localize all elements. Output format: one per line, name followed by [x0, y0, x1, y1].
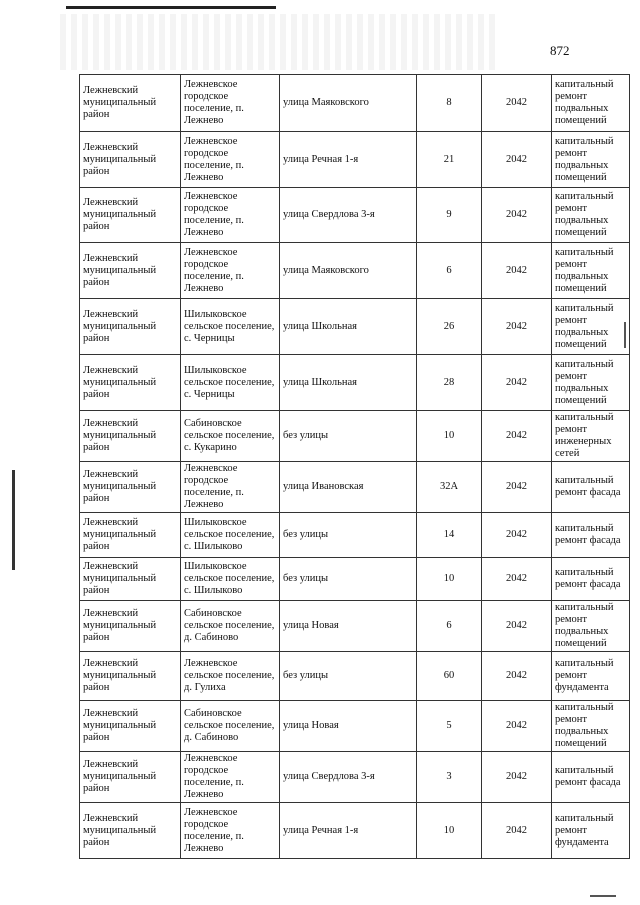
settlement-cell: Лежневское городское поселение, п. Лежнево — [181, 462, 280, 513]
district-cell: Лежневский муниципальный район — [80, 462, 181, 513]
house-number-cell: 5 — [417, 701, 482, 752]
settlement-cell: Лежневское городское поселение, п. Лежнево — [181, 132, 280, 188]
street-cell: улица Маяковского — [280, 75, 417, 132]
table-row — [80, 299, 630, 355]
street-cell: улица Новая — [280, 701, 417, 752]
page-number: 872 — [550, 43, 570, 58]
settlement-cell: Шилыковское сельское поселение, с. Черницы — [181, 299, 280, 355]
street-cell: улица Школьная — [280, 299, 417, 355]
year-cell: 2042 — [482, 411, 552, 462]
district-cell: Лежневский муниципальный район — [80, 188, 181, 243]
house-number-cell: 60 — [417, 652, 482, 701]
scan-artifact-top — [66, 6, 276, 9]
street-cell: улица Новая — [280, 601, 417, 652]
settlement-cell: Сабиновское сельское поселение, с. Кукарино — [181, 411, 280, 462]
year-cell: 2042 — [482, 652, 552, 701]
work-type-cell: капитальный ремонт подвальных помещений — [552, 355, 630, 411]
house-number-cell: 21 — [417, 132, 482, 188]
street-cell: улица Школьная — [280, 355, 417, 411]
work-type-cell: капитальный ремонт подвальных помещений — [552, 299, 630, 355]
year-cell: 2042 — [482, 462, 552, 513]
year-cell: 2042 — [482, 75, 552, 132]
street-cell: улица Ивановская — [280, 462, 417, 513]
table-row — [80, 513, 630, 558]
settlement-cell: Шилыковское сельское поселение, с. Черницы — [181, 355, 280, 411]
year-cell: 2042 — [482, 601, 552, 652]
house-number-cell: 6 — [417, 601, 482, 652]
table-row — [80, 355, 630, 411]
district-cell: Лежневский муниципальный район — [80, 299, 181, 355]
work-type-cell: капитальный ремонт фасада — [552, 513, 630, 558]
work-type-cell: капитальный ремонт подвальных помещений — [552, 243, 630, 299]
street-cell: улица Свердлова 3-я — [280, 752, 417, 803]
year-cell: 2042 — [482, 513, 552, 558]
settlement-cell: Лежневское городское поселение, п. Лежнево — [181, 803, 280, 859]
district-cell: Лежневский муниципальный район — [80, 355, 181, 411]
settlement-cell: Лежневское городское поселение, п. Лежнево — [181, 75, 280, 132]
settlement-cell: Сабиновское сельское поселение, д. Сабиново — [181, 601, 280, 652]
street-cell: без улицы — [280, 411, 417, 462]
district-cell: Лежневский муниципальный район — [80, 132, 181, 188]
table-row — [80, 132, 630, 188]
work-type-cell: капитальный ремонт подвальных помещений — [552, 132, 630, 188]
table-row — [80, 701, 630, 752]
work-type-cell: капитальный ремонт подвальных помещений — [552, 188, 630, 243]
house-number-cell: 6 — [417, 243, 482, 299]
street-cell: без улицы — [280, 513, 417, 558]
work-type-cell: капитальный ремонт фасада — [552, 558, 630, 601]
work-type-cell: капитальный ремонт подвальных помещений — [552, 601, 630, 652]
district-cell: Лежневский муниципальный район — [80, 558, 181, 601]
house-number-cell: 10 — [417, 558, 482, 601]
district-cell: Лежневский муниципальный район — [80, 752, 181, 803]
house-number-cell: 10 — [417, 803, 482, 859]
work-type-cell: капитальный ремонт подвальных помещений — [552, 75, 630, 132]
street-cell: улица Маяковского — [280, 243, 417, 299]
house-number-cell: 3 — [417, 752, 482, 803]
work-type-cell: капитальный ремонт фасада — [552, 462, 630, 513]
scan-artifact-bottom — [590, 895, 616, 897]
house-number-cell: 28 — [417, 355, 482, 411]
street-cell: улица Свердлова 3-я — [280, 188, 417, 243]
work-type-cell: капитальный ремонт фундамента — [552, 803, 630, 859]
house-number-cell: 10 — [417, 411, 482, 462]
table-row — [80, 188, 630, 243]
street-cell: улица Речная 1-я — [280, 132, 417, 188]
table-row — [80, 803, 630, 859]
district-cell: Лежневский муниципальный район — [80, 513, 181, 558]
settlement-cell: Сабиновское сельское поселение, д. Сабиново — [181, 701, 280, 752]
street-cell: без улицы — [280, 558, 417, 601]
table-row — [80, 752, 630, 803]
district-cell: Лежневский муниципальный район — [80, 601, 181, 652]
house-number-cell: 26 — [417, 299, 482, 355]
year-cell: 2042 — [482, 243, 552, 299]
program-table — [79, 74, 630, 859]
district-cell: Лежневский муниципальный район — [80, 803, 181, 859]
table-row — [80, 558, 630, 601]
table-row — [80, 652, 630, 701]
settlement-cell: Шилыковское сельское поселение, с. Шилыково — [181, 513, 280, 558]
district-cell: Лежневский муниципальный район — [80, 411, 181, 462]
scan-artifact-smudge — [60, 14, 500, 70]
table-row — [80, 601, 630, 652]
settlement-cell: Шилыковское сельское поселение, с. Шилыково — [181, 558, 280, 601]
table-row — [80, 243, 630, 299]
house-number-cell: 8 — [417, 75, 482, 132]
settlement-cell: Лежневское городское поселение, п. Лежнево — [181, 243, 280, 299]
year-cell: 2042 — [482, 355, 552, 411]
year-cell: 2042 — [482, 299, 552, 355]
year-cell: 2042 — [482, 803, 552, 859]
district-cell: Лежневский муниципальный район — [80, 243, 181, 299]
work-type-cell: капитальный ремонт фасада — [552, 752, 630, 803]
year-cell: 2042 — [482, 132, 552, 188]
scan-artifact-left-bar — [12, 470, 15, 570]
table-row — [80, 411, 630, 462]
house-number-cell: 32А — [417, 462, 482, 513]
year-cell: 2042 — [482, 558, 552, 601]
work-type-cell: капитальный ремонт инженерных сетей — [552, 411, 630, 462]
settlement-cell: Лежневское городское поселение, п. Лежнево — [181, 188, 280, 243]
district-cell: Лежневский муниципальный район — [80, 701, 181, 752]
year-cell: 2042 — [482, 752, 552, 803]
house-number-cell: 14 — [417, 513, 482, 558]
district-cell: Лежневский муниципальный район — [80, 75, 181, 132]
settlement-cell: Лежневское сельское поселение, д. Гулиха — [181, 652, 280, 701]
street-cell: улица Речная 1-я — [280, 803, 417, 859]
table-row — [80, 75, 630, 132]
work-type-cell: капитальный ремонт фундамента — [552, 652, 630, 701]
work-type-cell: капитальный ремонт подвальных помещений — [552, 701, 630, 752]
year-cell: 2042 — [482, 188, 552, 243]
house-number-cell: 9 — [417, 188, 482, 243]
settlement-cell: Лежневское городское поселение, п. Лежнево — [181, 752, 280, 803]
table-body — [80, 75, 630, 859]
table-row — [80, 462, 630, 513]
district-cell: Лежневский муниципальный район — [80, 652, 181, 701]
street-cell: без улицы — [280, 652, 417, 701]
year-cell: 2042 — [482, 701, 552, 752]
